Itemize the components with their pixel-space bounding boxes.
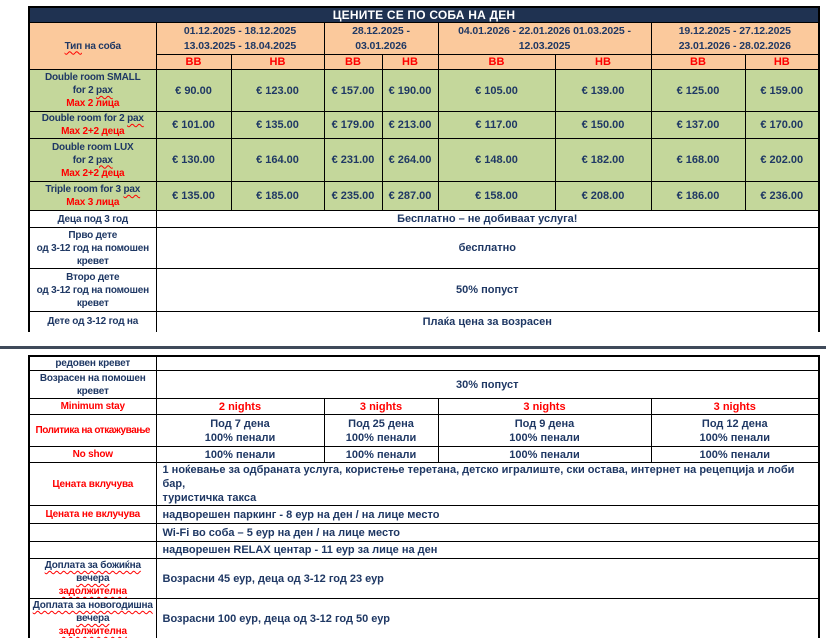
price-cell: € 170.00: [745, 112, 819, 139]
policy-row: [29, 269, 819, 312]
price-cell: € 137.00: [651, 112, 745, 139]
text-segment: pax: [127, 113, 144, 124]
board-header-bb: BB: [324, 55, 382, 70]
new-year-dinner-label: [29, 599, 156, 638]
christmas-dinner-value: Возрасни 45 еур, деца од 3-12 год 23 еур: [156, 559, 819, 599]
price-cell: € 157.00: [324, 70, 382, 112]
text-segment: 04.01.2026 - 22.01.2026 01.03.2025 -: [458, 24, 631, 37]
price-cell: € 139.00: [555, 70, 651, 112]
excludes-row: [29, 524, 819, 542]
text-segment: Под 12 дена: [701, 417, 768, 430]
excludes-label-empty: [29, 542, 156, 559]
price-cell: € 148.00: [438, 139, 555, 182]
price-cell: € 287.00: [382, 182, 438, 211]
text-segment: pax: [96, 154, 113, 166]
no-show-row: [29, 447, 819, 463]
minimum-stay-value: 3 nights: [438, 399, 651, 415]
minimum-stay-value: 2 nights: [156, 399, 324, 415]
board-header-hb: HB: [555, 55, 651, 70]
policy-label: [29, 312, 156, 332]
no-show-value: 100% пенали: [438, 447, 651, 463]
room-type-header: [29, 23, 156, 70]
text-segment: Доплата за новогодишна: [32, 600, 153, 611]
price-cell: € 182.00: [555, 139, 651, 182]
price-cell: € 213.00: [382, 112, 438, 139]
text-segment: 23.01.2026 - 28.02.2026: [678, 39, 791, 52]
minimum-stay-row: [29, 399, 819, 415]
text-segment: кревет: [76, 255, 109, 267]
text-segment: Triple room for 3: [45, 184, 124, 195]
text-segment: 13.03.2025 - 18.04.2025: [183, 39, 297, 52]
text-segment: Тип: [64, 40, 82, 52]
price-cell: € 190.00: [382, 70, 438, 112]
policy-label: [29, 228, 156, 269]
room-row: [29, 182, 819, 211]
price-cell: € 235.00: [324, 182, 382, 211]
text-segment: 100% пенали: [699, 431, 770, 444]
price-cell: € 164.00: [231, 139, 324, 182]
board-header-hb: HB: [231, 55, 324, 70]
policy-value: 50% попуст: [156, 269, 819, 312]
policy-label: [29, 371, 156, 399]
text-segment: Доплата за божиќна: [44, 560, 141, 571]
policy-row: [29, 211, 819, 228]
board-header-hb: HB: [382, 55, 438, 70]
text-segment: Max 2+2 деца: [61, 126, 125, 137]
price-cell: € 123.00: [231, 70, 324, 112]
text-segment: туристичка такса: [162, 492, 257, 504]
text-segment: Max 2+2 деца: [61, 167, 125, 179]
no-show-value: 100% пенали: [156, 447, 324, 463]
text-segment: Под 7 дена: [210, 417, 270, 430]
policy-label: [29, 211, 156, 228]
price-cell: € 231.00: [324, 139, 382, 182]
policy-label: редовен кревет: [29, 356, 156, 371]
cancellation-value: [324, 415, 438, 447]
page-break-divider: [0, 346, 826, 349]
dinner-row: [29, 559, 819, 599]
price-cell: € 168.00: [651, 139, 745, 182]
text-segment: Double room for 2: [41, 113, 128, 124]
no-show-label: No show: [29, 447, 156, 463]
period-header-4: [651, 23, 819, 55]
price-cell: € 105.00: [438, 70, 555, 112]
text-segment: 19.12.2025 - 27.12.2025: [678, 24, 791, 37]
text-segment: кревет: [76, 297, 109, 309]
price-cell: € 236.00: [745, 182, 819, 211]
text-segment: for 2: [72, 154, 97, 166]
text-segment: Дете од 3-12 год на: [47, 316, 139, 328]
board-header-bb: BB: [156, 55, 231, 70]
policy-row: [29, 228, 819, 269]
no-show-value: 100% пенали: [324, 447, 438, 463]
text-segment: Второ дете: [66, 271, 120, 283]
price-cell: € 150.00: [555, 112, 651, 139]
price-cell: € 135.00: [156, 182, 231, 211]
excludes-label-empty: [29, 524, 156, 542]
policy-value: бесплатно: [156, 228, 819, 269]
table-title: ЦЕНИТЕ СЕ ПО СОБА НА ДЕН: [29, 7, 819, 23]
price-cell: € 130.00: [156, 139, 231, 182]
text-segment: Под 9 дена: [514, 417, 575, 430]
board-header-bb: BB: [438, 55, 555, 70]
price-cell: € 135.00: [231, 112, 324, 139]
wifi-value: Wi-Fi во соба – 5 еур на ден / на лице место: [156, 524, 819, 542]
text-segment: 28.12.2025 -: [352, 24, 410, 37]
text-segment: Max 2 лица: [66, 98, 120, 109]
cancellation-value: [438, 415, 651, 447]
price-cell: € 158.00: [438, 182, 555, 211]
text-segment: од 3-12 год на помошен: [36, 284, 149, 296]
room-row: [29, 112, 819, 139]
period-header-3: [438, 23, 651, 55]
text-segment: pax: [123, 184, 141, 195]
text-segment: Double room LUX: [52, 141, 134, 153]
excludes-value: надворешен паркинг - 8 еур на ден / на лице место: [156, 506, 819, 524]
policy-value: Плаќа цена за возрасен: [156, 312, 819, 332]
board-header-hb: HB: [745, 55, 819, 70]
policy-row: [29, 356, 819, 371]
includes-row: [29, 463, 819, 506]
excludes-label: Цената не вклучува: [29, 506, 156, 524]
price-cell: € 101.00: [156, 112, 231, 139]
text-segment: кревет: [76, 385, 109, 397]
room-rates-table: [28, 6, 820, 332]
text-segment: Double room SMALL: [45, 72, 141, 83]
price-cell: € 264.00: [382, 139, 438, 182]
price-cell: € 90.00: [156, 70, 231, 112]
text-segment: pax: [96, 85, 113, 96]
price-cell: € 125.00: [651, 70, 745, 112]
minimum-stay-value: 3 nights: [324, 399, 438, 415]
text-segment: од 3-12 год на помошен: [36, 242, 149, 254]
new-year-dinner-value: Возрасни 100 еур, деца од 3-12 год 50 еур: [156, 599, 819, 638]
text-segment: 100% пенали: [204, 431, 276, 444]
price-cell: € 202.00: [745, 139, 819, 182]
text-segment: задолжителна: [58, 586, 127, 597]
policy-row: [29, 312, 819, 332]
text-segment: задолжителна: [58, 626, 127, 637]
policy-value: [156, 356, 819, 371]
price-cell: € 186.00: [651, 182, 745, 211]
minimum-stay-value: 3 nights: [651, 399, 819, 415]
room-name: [29, 139, 156, 182]
dinner-row: [29, 599, 819, 638]
price-cell: € 208.00: [555, 182, 651, 211]
cancellation-value: [651, 415, 819, 447]
period-header-2: [324, 23, 438, 55]
text-segment: Max 3 лица: [66, 197, 120, 208]
period-header-1: [156, 23, 324, 55]
room-row: [29, 70, 819, 112]
price-cell: € 179.00: [324, 112, 382, 139]
cancellation-value: [156, 415, 324, 447]
text-segment: Возрасен на помошен: [39, 372, 146, 384]
includes-value: [156, 463, 819, 506]
text-segment: на соба: [81, 40, 121, 52]
policy-row: [29, 371, 819, 399]
conditions-table: [28, 355, 820, 638]
text-segment: for 2: [72, 85, 97, 96]
policy-value: 30% попуст: [156, 371, 819, 399]
room-name: [29, 112, 156, 139]
policy-label: [29, 269, 156, 312]
cancellation-label: Политика на откажување: [29, 415, 156, 447]
text-segment: Прво дете: [68, 229, 118, 241]
excludes-row: [29, 542, 819, 559]
relax-value: надворешен RELAX центар - 11 еур за лице на ден: [156, 542, 819, 559]
room-row: [29, 139, 819, 182]
text-segment: Под 25 дена: [348, 417, 414, 430]
text-segment: 1 ноќевање за одбраната услуга, користење теретана, детско игралиште, ски остава, интернет на рецепција и лоби бар,: [162, 464, 795, 490]
price-cell: € 185.00: [231, 182, 324, 211]
room-name: [29, 70, 156, 112]
board-header-bb: BB: [651, 55, 745, 70]
text-segment: 01.12.2025 - 18.12.2025: [183, 24, 297, 37]
christmas-dinner-label: [29, 559, 156, 599]
text-segment: Деца под 3 год: [57, 213, 128, 225]
price-cell: € 117.00: [438, 112, 555, 139]
text-segment: 100% пенали: [345, 431, 417, 444]
cancellation-row: [29, 415, 819, 447]
minimum-stay-label: Minimum stay: [29, 399, 156, 415]
text-segment: вечера: [76, 573, 110, 584]
policy-value: Бесплатно – не добиваат услуга!: [156, 211, 819, 228]
text-segment: 12.03.2025: [518, 39, 571, 52]
includes-label: Цената вклучува: [29, 463, 156, 506]
no-show-value: 100% пенали: [651, 447, 819, 463]
room-name: [29, 182, 156, 211]
price-cell: € 159.00: [745, 70, 819, 112]
text-segment: вечера: [76, 613, 110, 624]
text-segment: 03.01.2026: [355, 39, 407, 52]
text-segment: 100% пенали: [509, 431, 580, 444]
excludes-row: [29, 506, 819, 524]
